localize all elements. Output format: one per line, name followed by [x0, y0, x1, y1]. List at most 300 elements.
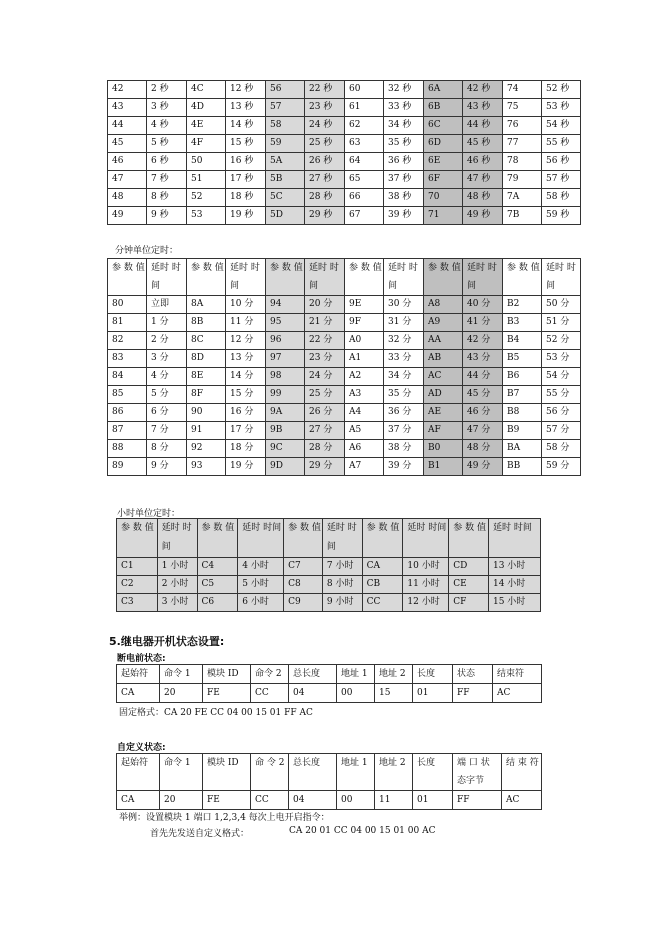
table-cell: 51 [187, 171, 226, 189]
table-cell: 49 分 [463, 458, 503, 476]
table-cell: A2 [345, 368, 384, 386]
table-cell: 5 小时 [238, 576, 284, 594]
value-cell: CC [251, 684, 289, 703]
table-cell: A9 [424, 314, 463, 332]
minutes-row [108, 314, 581, 332]
table-cell: CA [362, 558, 403, 576]
header-cell: 延时 时间 [403, 519, 449, 558]
table-cell: 8C [187, 332, 226, 350]
table-cell: 52 秒 [542, 81, 581, 99]
header-cell: 结 束 符 [502, 754, 542, 791]
header-cell: 参 数 值 [187, 259, 226, 296]
table-cell: 17 秒 [226, 171, 266, 189]
table-cell: C3 [117, 594, 158, 612]
header-cell: 延时 时间 [238, 519, 284, 558]
table-cell: 43 秒 [463, 99, 503, 117]
table-cell: B9 [503, 422, 542, 440]
table-cell: 5C [266, 189, 305, 207]
header-cell: 参 数 值 [108, 259, 147, 296]
table-cell: 80 [108, 296, 147, 314]
table-cell: 47 分 [463, 422, 503, 440]
table-cell: 7 分 [147, 422, 187, 440]
header-cell: 端 口 状 态字节 [453, 754, 502, 791]
value-cell: AC [502, 791, 542, 810]
table-cell: 49 秒 [463, 207, 503, 225]
table-cell: AE [424, 404, 463, 422]
table-cell: 36 秒 [384, 153, 424, 171]
table-cell: 53 [187, 207, 226, 225]
table-cell: 4F [187, 135, 226, 153]
minutes-row [108, 296, 581, 314]
table-cell: 24 秒 [305, 117, 345, 135]
section5-title: 5.继电器开机状态设置: [109, 635, 225, 648]
seconds-row [108, 135, 581, 153]
table-cell: 59 秒 [542, 207, 581, 225]
table-cell: 4 分 [147, 368, 187, 386]
table-cell: 35 分 [384, 386, 424, 404]
table-cell: 76 [503, 117, 542, 135]
table-cell: 25 分 [305, 386, 345, 404]
table-cell: 43 分 [463, 350, 503, 368]
table-cell: 22 秒 [305, 81, 345, 99]
table-cell: C6 [197, 594, 238, 612]
table-cell: A7 [345, 458, 384, 476]
table-cell: 56 [266, 81, 305, 99]
value-cell: 15 [375, 684, 413, 703]
table-cell: 37 分 [384, 422, 424, 440]
table-cell: 12 秒 [226, 81, 266, 99]
table-cell: 8 秒 [147, 189, 187, 207]
table-cell: 45 [108, 135, 147, 153]
table-cell: 59 [266, 135, 305, 153]
table-cell: 86 [108, 404, 147, 422]
table-cell: 26 分 [305, 404, 345, 422]
table-cell: 9 小时 [322, 594, 362, 612]
table-cell: AC [424, 368, 463, 386]
header-cell: 地址 2 [375, 754, 413, 791]
table-cell: BB [503, 458, 542, 476]
table-cell: B6 [503, 368, 542, 386]
table-cell: 85 [108, 386, 147, 404]
hours-row [117, 576, 541, 594]
table-cell: 9 秒 [147, 207, 187, 225]
example-text: 举例：设置模块 1 端口 1,2,3,4 每次上电开启指令： [119, 813, 330, 823]
table-cell: B2 [503, 296, 542, 314]
header-cell: 命令 2 [251, 665, 289, 684]
table-cell: A6 [345, 440, 384, 458]
seconds-row [108, 189, 581, 207]
seconds-row [108, 117, 581, 135]
table-cell: B7 [503, 386, 542, 404]
table-cell: 8E [187, 368, 226, 386]
table-cell: 14 小时 [488, 576, 540, 594]
table-cell: 14 秒 [226, 117, 266, 135]
table-cell: 57 [266, 99, 305, 117]
table-cell: 3 秒 [147, 99, 187, 117]
table-cell: 11 小时 [403, 576, 449, 594]
table-cell: 60 [345, 81, 384, 99]
table-cell: CF [449, 594, 489, 612]
header-cell: 参 数 值 [197, 519, 238, 558]
table-cell: 82 [108, 332, 147, 350]
table-cell: 9E [345, 296, 384, 314]
table-cell: 48 [108, 189, 147, 207]
seconds-row [108, 153, 581, 171]
table-cell: B0 [424, 440, 463, 458]
table-cell: 53 分 [542, 350, 581, 368]
table-cell: 56 分 [542, 404, 581, 422]
table-cell: 91 [187, 422, 226, 440]
table-cell: 46 [108, 153, 147, 171]
seconds-row [108, 81, 581, 99]
table-cell: 93 [187, 458, 226, 476]
table-cell: 51 分 [542, 314, 581, 332]
header-cell: 参 数 值 [117, 519, 158, 558]
table-cell: 16 秒 [226, 153, 266, 171]
header-cell: 延时 时间 [226, 259, 266, 296]
table-cell: 52 [187, 189, 226, 207]
table-cell: 62 [345, 117, 384, 135]
table-cell: B4 [503, 332, 542, 350]
table-cell: 28 秒 [305, 189, 345, 207]
table-cell: 2 秒 [147, 81, 187, 99]
seconds-table [107, 80, 581, 225]
table-cell: 5D [266, 207, 305, 225]
minutes-row-header [108, 259, 581, 296]
minutes-row [108, 350, 581, 368]
table-cell: 94 [266, 296, 305, 314]
header-cell: 模块 ID [203, 754, 251, 791]
table-cell: 98 [266, 368, 305, 386]
table-cell: 4C [187, 81, 226, 99]
table-cell: 65 [345, 171, 384, 189]
table-cell: C1 [117, 558, 158, 576]
table-cell: C8 [284, 576, 323, 594]
table-cell: C9 [284, 594, 323, 612]
table-cell: AD [424, 386, 463, 404]
table-cell: 26 秒 [305, 153, 345, 171]
value-cell: FE [203, 791, 251, 810]
table-cell: 53 秒 [542, 99, 581, 117]
header-cell: 地址 1 [337, 665, 375, 684]
table-cell: 8B [187, 314, 226, 332]
table-cell: 45 分 [463, 386, 503, 404]
value-cell: 04 [289, 791, 337, 810]
header-cell: 结束符 [493, 665, 542, 684]
minutes-row [108, 332, 581, 350]
table-cell: 63 [345, 135, 384, 153]
table-cell: 70 [424, 189, 463, 207]
table-cell: 6C [424, 117, 463, 135]
table-cell: 77 [503, 135, 542, 153]
header-cell: 参 数 值 [503, 259, 542, 296]
table-cell: 7A [503, 189, 542, 207]
table-cell: 24 分 [305, 368, 345, 386]
seconds-row [108, 207, 581, 225]
table-cell: 46 秒 [463, 153, 503, 171]
table-cell: 8A [187, 296, 226, 314]
header-cell: 参 数 值 [449, 519, 489, 558]
hours-row-header [117, 519, 541, 558]
header-cell: 命令 1 [160, 665, 203, 684]
table-cell: 15 分 [226, 386, 266, 404]
header-cell: 长度 [413, 754, 453, 791]
table-cell: A1 [345, 350, 384, 368]
table-cell: 6 秒 [147, 153, 187, 171]
header-cell: 地址 2 [375, 665, 413, 684]
custom-command-table [116, 753, 542, 810]
table-cell: 22 分 [305, 332, 345, 350]
table-cell: 47 [108, 171, 147, 189]
minutes-row [108, 368, 581, 386]
table-cell: 96 [266, 332, 305, 350]
table-cell: A4 [345, 404, 384, 422]
table-cell: 9A [266, 404, 305, 422]
table-cell: 2 小时 [157, 576, 197, 594]
header-cell: 延时 时间 [542, 259, 581, 296]
table-cell: 5 分 [147, 386, 187, 404]
table-cell: 8 分 [147, 440, 187, 458]
table-cell: 33 秒 [384, 99, 424, 117]
poweroff-header [117, 665, 542, 684]
table-cell: A8 [424, 296, 463, 314]
table-cell: 88 [108, 440, 147, 458]
table-cell: 90 [187, 404, 226, 422]
table-cell: 55 秒 [542, 135, 581, 153]
table-cell: B1 [424, 458, 463, 476]
table-cell: 36 分 [384, 404, 424, 422]
table-cell: 6 分 [147, 404, 187, 422]
table-cell: 54 秒 [542, 117, 581, 135]
header-cell: 参 数 值 [424, 259, 463, 296]
table-cell: 34 秒 [384, 117, 424, 135]
table-cell: 49 [108, 207, 147, 225]
table-cell: 18 分 [226, 440, 266, 458]
table-cell: 58 秒 [542, 189, 581, 207]
table-cell: 78 [503, 153, 542, 171]
value-cell: FE [203, 684, 251, 703]
table-cell: 19 秒 [226, 207, 266, 225]
table-cell: 29 秒 [305, 207, 345, 225]
table-cell: 5 秒 [147, 135, 187, 153]
seconds-row [108, 99, 581, 117]
table-cell: 6 小时 [238, 594, 284, 612]
table-cell: 9C [266, 440, 305, 458]
value-cell: 01 [413, 684, 453, 703]
table-cell: 40 分 [463, 296, 503, 314]
table-cell: BA [503, 440, 542, 458]
table-cell: 6F [424, 171, 463, 189]
table-cell: 83 [108, 350, 147, 368]
table-cell: AF [424, 422, 463, 440]
table-cell: B3 [503, 314, 542, 332]
poweroff-label: 断电前状态: [117, 654, 166, 664]
custom-header [117, 754, 542, 791]
table-cell: 7 秒 [147, 171, 187, 189]
table-cell: 89 [108, 458, 147, 476]
table-cell: 27 分 [305, 422, 345, 440]
header-cell: 命 令 2 [251, 754, 289, 791]
table-cell: C2 [117, 576, 158, 594]
table-cell: 39 秒 [384, 207, 424, 225]
table-cell: 6E [424, 153, 463, 171]
table-cell: 64 [345, 153, 384, 171]
table-cell: 23 秒 [305, 99, 345, 117]
header-cell: 总长度 [289, 754, 337, 791]
header-cell: 延时 时间 [384, 259, 424, 296]
minutes-row [108, 440, 581, 458]
table-cell: 5B [266, 171, 305, 189]
minutes-row [108, 422, 581, 440]
poweroff-command-table [116, 664, 542, 703]
table-cell: CC [362, 594, 403, 612]
table-cell: 46 分 [463, 404, 503, 422]
table-cell: 13 小时 [488, 558, 540, 576]
table-cell: 30 分 [384, 296, 424, 314]
table-cell: 13 分 [226, 350, 266, 368]
table-cell: C4 [197, 558, 238, 576]
table-cell: AB [424, 350, 463, 368]
table-cell: 7 小时 [322, 558, 362, 576]
table-cell: A5 [345, 422, 384, 440]
header-cell: 起始符 [117, 754, 160, 791]
table-cell: 9F [345, 314, 384, 332]
table-cell: 44 [108, 117, 147, 135]
table-cell: 15 小时 [488, 594, 540, 612]
table-cell: 75 [503, 99, 542, 117]
table-cell: C5 [197, 576, 238, 594]
table-cell: 58 分 [542, 440, 581, 458]
table-cell: 4 秒 [147, 117, 187, 135]
header-cell: 地址 1 [337, 754, 375, 791]
table-cell: 1 小时 [157, 558, 197, 576]
table-cell: 52 分 [542, 332, 581, 350]
minutes-label: 分钟单位定时： [115, 246, 179, 256]
header-cell: 参 数 值 [266, 259, 305, 296]
table-cell: 32 分 [384, 332, 424, 350]
value-cell: CC [251, 791, 289, 810]
value-cell: 00 [337, 684, 375, 703]
custom-label: 自定义状态: [117, 743, 166, 753]
value-cell: CA [117, 684, 160, 703]
table-cell: C7 [284, 558, 323, 576]
value-cell: 11 [375, 791, 413, 810]
table-cell: B5 [503, 350, 542, 368]
table-cell: 39 分 [384, 458, 424, 476]
value-cell: 20 [160, 684, 203, 703]
table-cell: 21 分 [305, 314, 345, 332]
table-cell: 38 分 [384, 440, 424, 458]
minutes-table [107, 258, 581, 476]
header-cell: 延时 时间 [463, 259, 503, 296]
table-cell: 42 秒 [463, 81, 503, 99]
table-cell: 50 [187, 153, 226, 171]
table-cell: 12 分 [226, 332, 266, 350]
table-cell: 6A [424, 81, 463, 99]
table-cell: 31 分 [384, 314, 424, 332]
header-cell: 模块 ID [203, 665, 251, 684]
table-cell: A0 [345, 332, 384, 350]
first-send-command: CA 20 01 CC 04 00 15 01 00 AC [289, 826, 436, 836]
header-cell: 长度 [413, 665, 453, 684]
table-cell: 3 分 [147, 350, 187, 368]
table-cell: 42 分 [463, 332, 503, 350]
table-cell: 37 秒 [384, 171, 424, 189]
value-cell: CA [117, 791, 160, 810]
table-cell: 14 分 [226, 368, 266, 386]
header-cell: 参 数 值 [345, 259, 384, 296]
seconds-row [108, 171, 581, 189]
table-cell: 9D [266, 458, 305, 476]
table-cell: 10 小时 [403, 558, 449, 576]
table-cell: 28 分 [305, 440, 345, 458]
table-cell: 61 [345, 99, 384, 117]
table-cell: 38 秒 [384, 189, 424, 207]
table-cell: 15 秒 [226, 135, 266, 153]
header-cell: 延时 时间 [488, 519, 540, 558]
table-cell: 19 分 [226, 458, 266, 476]
value-cell: 01 [413, 791, 453, 810]
table-cell: 4D [187, 99, 226, 117]
table-cell: 48 分 [463, 440, 503, 458]
table-cell: 43 [108, 99, 147, 117]
table-cell: 50 分 [542, 296, 581, 314]
header-cell: 延时 时间 [305, 259, 345, 296]
table-cell: 59 分 [542, 458, 581, 476]
table-cell: 54 分 [542, 368, 581, 386]
table-cell: 29 分 [305, 458, 345, 476]
table-cell: 56 秒 [542, 153, 581, 171]
table-cell: 立即 [147, 296, 187, 314]
table-cell: 7B [503, 207, 542, 225]
table-cell: 4 小时 [238, 558, 284, 576]
table-cell: 34 分 [384, 368, 424, 386]
table-cell: 44 秒 [463, 117, 503, 135]
table-cell: 6B [424, 99, 463, 117]
table-cell: CD [449, 558, 489, 576]
header-cell: 延时 时间 [157, 519, 197, 558]
table-cell: AA [424, 332, 463, 350]
value-cell: FF [453, 684, 493, 703]
value-cell: 00 [337, 791, 375, 810]
table-cell: 33 分 [384, 350, 424, 368]
table-cell: 5A [266, 153, 305, 171]
table-cell: 42 [108, 81, 147, 99]
table-cell: 45 秒 [463, 135, 503, 153]
table-cell: 41 分 [463, 314, 503, 332]
minutes-row [108, 458, 581, 476]
table-cell: 13 秒 [226, 99, 266, 117]
table-cell: 9B [266, 422, 305, 440]
table-cell: 10 分 [226, 296, 266, 314]
header-cell: 命令 1 [160, 754, 203, 791]
header-cell: 总长度 [289, 665, 337, 684]
header-cell: 参 数 值 [284, 519, 323, 558]
table-cell: 32 秒 [384, 81, 424, 99]
first-send-label: 首先先发送自定义格式： [150, 829, 250, 839]
table-cell: 23 分 [305, 350, 345, 368]
table-cell: 16 分 [226, 404, 266, 422]
table-cell: 58 [266, 117, 305, 135]
table-cell: 25 秒 [305, 135, 345, 153]
table-cell: 27 秒 [305, 171, 345, 189]
header-cell: 延时 时间 [322, 519, 362, 558]
table-cell: 99 [266, 386, 305, 404]
header-cell: 起始符 [117, 665, 160, 684]
fixed-format: 固定格式：CA 20 FE CC 04 00 15 01 FF AC [119, 708, 313, 718]
header-cell: 参 数 值 [362, 519, 403, 558]
table-cell: 92 [187, 440, 226, 458]
